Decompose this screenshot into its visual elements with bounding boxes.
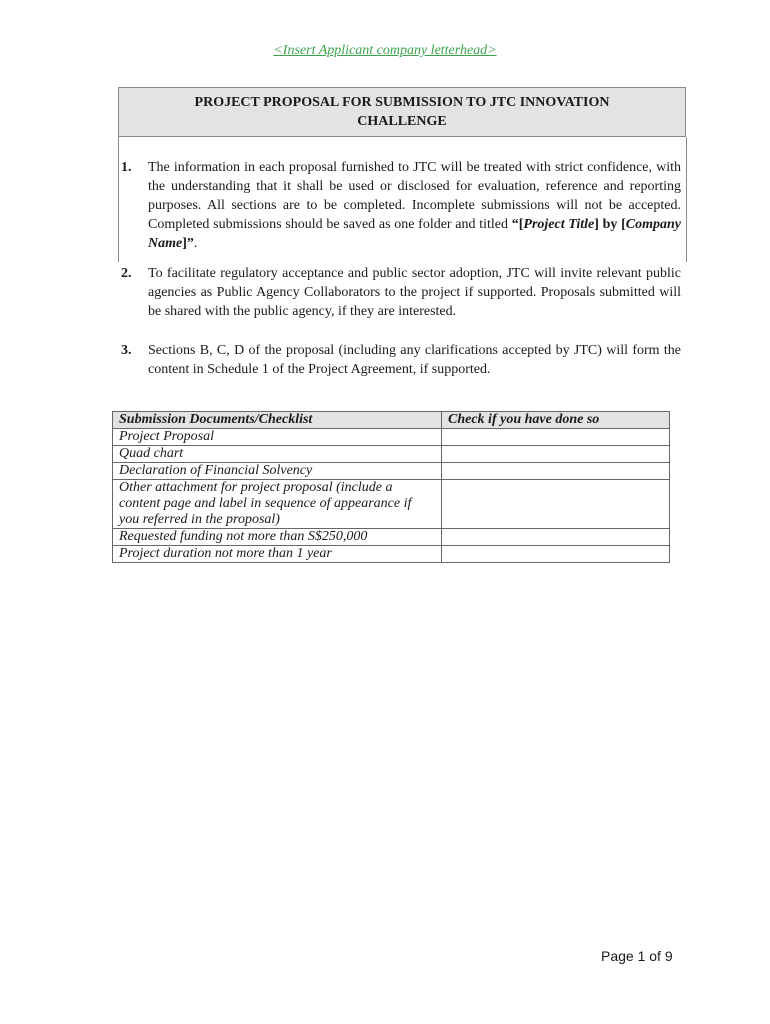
checklist-item: Declaration of Financial Solvency <box>113 463 442 480</box>
page-number: Page 1 of 9 <box>601 948 673 964</box>
item-number: 2. <box>121 266 132 281</box>
column-header: Check if you have done so <box>442 412 670 429</box>
table-header-row <box>113 412 670 429</box>
table-row <box>113 463 670 480</box>
checklist-check-cell[interactable] <box>442 463 670 480</box>
item-text: The information in each proposal furnished to JTC will be treated with strict confidence, with the understanding that it shall be used or disclosed for evaluation, reference and reporting purposes. All sections are to be completed. Incomplete submissions will not be accepted. Completed submissions should be saved as one folder and titled “[Project Title] by [Company Name]”. <box>148 160 681 251</box>
table-row <box>113 446 670 463</box>
table-row <box>113 529 670 546</box>
proposal-title-box <box>118 87 686 137</box>
table-row <box>113 546 670 563</box>
checklist-item: Other attachment for project proposal (include a content page and label in sequence of appearance if you referred in the proposal) <box>113 480 442 529</box>
item-text: Sections B, C, D of the proposal (including any clarifications accepted by JTC) will form the content in Schedule 1 of the Project Agreement, if supported. <box>148 343 681 377</box>
column-header: Submission Documents/Checklist <box>113 412 442 429</box>
checklist-check-cell[interactable] <box>442 429 670 446</box>
checklist-item: Project Proposal <box>113 429 442 446</box>
table-row <box>113 429 670 446</box>
checklist-item: Quad chart <box>113 446 442 463</box>
checklist-item: Requested funding not more than S$250,000 <box>113 529 442 546</box>
proposal-title: PROJECT PROPOSAL FOR SUBMISSION TO JTC INNOVATION CHALLENGE <box>194 95 610 129</box>
title-box-right-border <box>686 137 687 262</box>
checklist-check-cell[interactable] <box>442 546 670 563</box>
checklist-check-cell[interactable] <box>442 446 670 463</box>
instruction-item-1 <box>121 158 681 253</box>
title-box-left-border <box>118 137 119 262</box>
submission-checklist-table <box>112 411 670 563</box>
checklist-check-cell[interactable] <box>442 529 670 546</box>
item-number: 3. <box>121 343 132 358</box>
instruction-item-2 <box>121 264 681 321</box>
checklist-check-cell[interactable] <box>442 480 670 529</box>
checklist-item: Project duration not more than 1 year <box>113 546 442 563</box>
instruction-item-3 <box>121 341 681 379</box>
item-number: 1. <box>121 160 132 175</box>
item-text: To facilitate regulatory acceptance and public sector adoption, JTC will invite relevant public agencies as Public Agency Collaborators to the project if supported. Proposals submitted will be shared with the public agency, if they are interested. <box>148 266 681 319</box>
table-row <box>113 480 670 529</box>
letterhead-placeholder: <Insert Applicant company letterhead> <box>273 43 497 58</box>
